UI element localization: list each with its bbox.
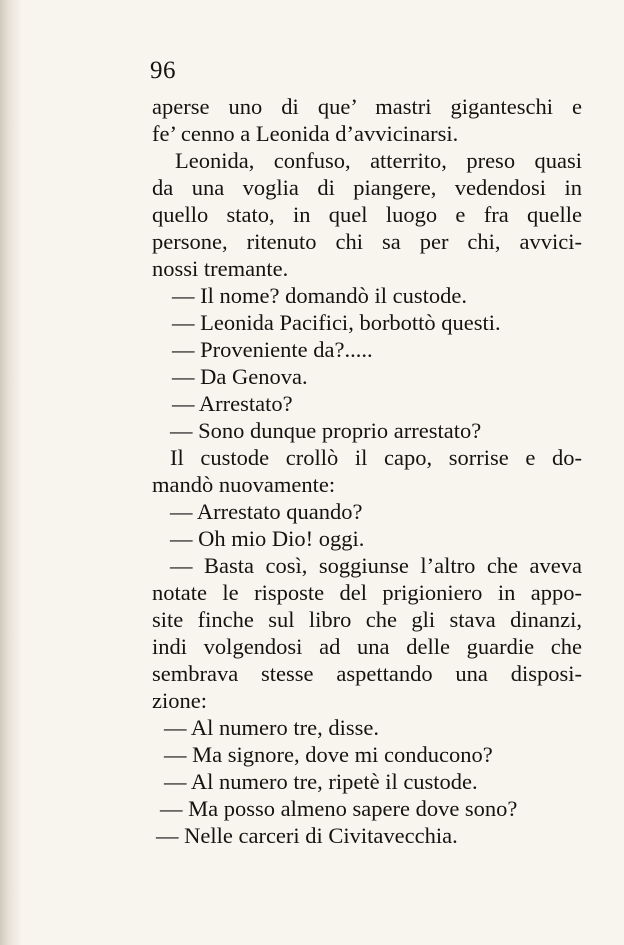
text-line: — Ma signore, dove mi conducono? [164,742,493,767]
page-number: 96 [150,57,176,84]
text-line: quello stato, in quel luogo e fra quelle [152,202,582,227]
text-line: mandò nuovamente: [152,472,336,497]
text-line: — Ma posso almeno sapere dove sono? [160,796,518,821]
text-line: — Al numero tre, disse. [164,715,379,740]
text-line: — Basta così, soggiunse l’altro che aveva [170,553,582,578]
text-line: nossi tremante. [152,256,289,281]
text-line: indi volgendosi ad una delle guardie che [152,634,582,659]
text-line: — Oh mio Dio! oggi. [170,526,365,551]
text-line: aperse uno di que’ mastri giganteschi e [152,94,582,119]
text-line: da una voglia di piangere, vedendosi in [152,175,582,200]
text-line: — Arrestato? [172,391,293,416]
text-line: — Il nome? domandò il custode. [172,283,467,308]
text-line: — Nelle carceri di Civitavecchia. [156,823,458,848]
text-line: notate le risposte del prigioniero in appo- [152,580,582,605]
page-body-text [152,93,582,849]
text-line: — Proveniente da?..... [172,337,373,362]
page-binding-edge [0,0,22,945]
text-line: — Leonida Pacifici, borbottò questi. [172,310,501,335]
text-line: Il custode crollò il capo, sorrise e do- [170,445,582,470]
text-line: — Al numero tre, ripetè il custode. [164,769,478,794]
text-line: fe’ cenno a Leonida d’avvicinarsi. [152,121,459,146]
text-line: zione: [152,688,207,713]
text-line: — Arrestato quando? [170,499,363,524]
text-line: — Sono dunque proprio arrestato? [170,418,482,443]
text-line: persone, ritenuto chi sa per chi, avvici- [152,229,582,254]
text-line: — Da Genova. [172,364,308,389]
text-line: site finche sul libro che gli stava dinanzi, [152,607,582,632]
text-line: sembrava stesse aspettando una disposi- [152,661,582,686]
text-line: Leonida, confuso, atterrito, preso quasi [175,148,582,173]
